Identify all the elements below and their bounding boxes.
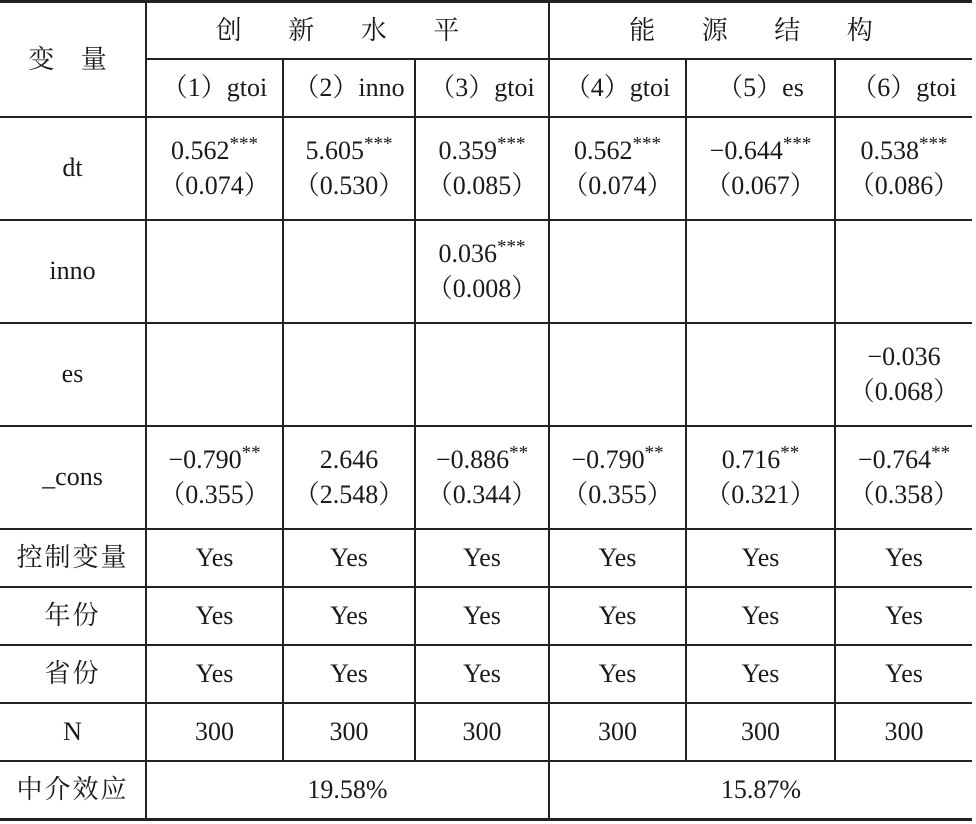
row-label: inno xyxy=(0,220,146,323)
header-row-groups xyxy=(0,2,972,59)
std-error: （0.074） xyxy=(562,171,673,200)
empty-cell xyxy=(549,323,686,426)
significance-stars: ** xyxy=(780,442,800,464)
coef-value: −0.886 xyxy=(435,444,510,474)
coef-cell xyxy=(415,117,549,220)
value-cell: Yes xyxy=(415,529,549,587)
significance-stars: ** xyxy=(644,442,664,464)
empty-cell xyxy=(146,220,283,323)
coef-value: 5.605 xyxy=(305,135,364,165)
row-label: es xyxy=(0,323,146,426)
model-header: （1）gtoi xyxy=(146,59,283,117)
value-cell: Yes xyxy=(549,587,686,645)
table-row-mediation xyxy=(0,761,972,820)
empty-cell xyxy=(146,323,283,426)
table-row-es xyxy=(0,323,972,426)
model-header: （3）gtoi xyxy=(415,59,549,117)
empty-cell xyxy=(283,323,415,426)
coef-value: −0.790 xyxy=(571,444,645,474)
empty-cell xyxy=(283,220,415,323)
coef-cell xyxy=(283,426,415,529)
group-header-energy-structure: 能 源 结 构 xyxy=(549,2,972,59)
std-error: （2.548） xyxy=(293,480,405,509)
value-cell: 300 xyxy=(686,703,835,761)
value-cell: Yes xyxy=(146,645,283,703)
std-error: （0.074） xyxy=(159,171,270,200)
coef-value: 2.646 xyxy=(319,444,379,474)
table-row-province xyxy=(0,645,972,703)
row-label: 省份 xyxy=(0,645,146,703)
value-cell: Yes xyxy=(686,587,835,645)
std-error: （0.085） xyxy=(426,171,538,200)
std-error: （0.067） xyxy=(705,171,816,200)
significance-stars: *** xyxy=(632,133,662,155)
group-header-innovation: 创 新 水 平 xyxy=(146,2,549,59)
std-error: （0.086） xyxy=(848,171,960,200)
table-row-n xyxy=(0,703,972,761)
table-row-year xyxy=(0,587,972,645)
row-label: N xyxy=(0,703,146,761)
std-error: （0.355） xyxy=(159,480,270,509)
value-cell: Yes xyxy=(686,529,835,587)
value-cell: 19.58% xyxy=(146,761,549,820)
row-label: 中介效应 xyxy=(0,761,146,820)
std-error: （0.008） xyxy=(426,274,538,303)
empty-cell xyxy=(415,323,549,426)
coef-cell xyxy=(686,426,835,529)
significance-stars: *** xyxy=(364,133,393,155)
coef-cell xyxy=(283,117,415,220)
model-header: （4）gtoi xyxy=(549,59,686,117)
coef-cell xyxy=(549,426,686,529)
coef-value: 0.716 xyxy=(721,444,781,474)
coef-value: −0.764 xyxy=(857,444,932,474)
value-cell: Yes xyxy=(835,529,972,587)
model-header: （5）es xyxy=(686,59,835,117)
model-header: （2）inno xyxy=(283,59,415,117)
value-cell: 300 xyxy=(283,703,415,761)
value-cell: 300 xyxy=(549,703,686,761)
significance-stars: ** xyxy=(509,442,529,464)
empty-cell xyxy=(686,220,835,323)
coef-cell xyxy=(835,426,972,529)
coef-value: 0.036 xyxy=(438,238,497,268)
significance-stars: *** xyxy=(919,133,948,155)
variable-header: 变 量 xyxy=(0,2,146,117)
coef-cell xyxy=(835,323,972,426)
value-cell: 300 xyxy=(835,703,972,761)
value-cell: Yes xyxy=(686,645,835,703)
row-label: dt xyxy=(0,117,146,220)
significance-stars: ** xyxy=(241,442,261,464)
coef-cell xyxy=(415,220,549,323)
coef-value: 0.562 xyxy=(171,135,230,165)
value-cell: Yes xyxy=(415,587,549,645)
coef-value: −0.036 xyxy=(867,341,941,371)
std-error: （0.068） xyxy=(848,377,960,406)
coef-value: −0.790 xyxy=(168,444,242,474)
coef-value: 0.538 xyxy=(860,135,920,165)
significance-stars: ** xyxy=(931,442,951,464)
significance-stars: *** xyxy=(497,133,526,155)
value-cell: Yes xyxy=(146,529,283,587)
coef-cell xyxy=(415,426,549,529)
value-cell: Yes xyxy=(283,587,415,645)
significance-stars: *** xyxy=(497,236,526,258)
std-error: （0.321） xyxy=(705,480,816,509)
header-row-models xyxy=(0,59,972,117)
value-cell: Yes xyxy=(835,645,972,703)
row-label: _cons xyxy=(0,426,146,529)
value-cell: Yes xyxy=(283,529,415,587)
significance-stars: *** xyxy=(782,133,812,155)
coef-value: 0.359 xyxy=(438,135,497,165)
value-cell: 300 xyxy=(146,703,283,761)
std-error: （0.355） xyxy=(562,480,673,509)
model-header: （6）gtoi xyxy=(835,59,972,117)
std-error: （0.358） xyxy=(848,480,960,509)
value-cell: 300 xyxy=(415,703,549,761)
coef-value: 0.562 xyxy=(574,135,633,165)
value-cell: Yes xyxy=(283,645,415,703)
empty-cell xyxy=(686,323,835,426)
table-row-dt xyxy=(0,117,972,220)
table-row-cons xyxy=(0,426,972,529)
value-cell: Yes xyxy=(415,645,549,703)
value-cell: Yes xyxy=(549,529,686,587)
empty-cell xyxy=(549,220,686,323)
coef-value: −0.644 xyxy=(709,135,783,165)
coef-cell xyxy=(549,117,686,220)
std-error: （0.530） xyxy=(293,171,405,200)
std-error: （0.344） xyxy=(426,480,538,509)
empty-cell xyxy=(835,220,972,323)
coef-cell xyxy=(686,117,835,220)
coef-cell xyxy=(835,117,972,220)
table-row-inno xyxy=(0,220,972,323)
value-cell: Yes xyxy=(549,645,686,703)
row-label: 控制变量 xyxy=(0,529,146,587)
coef-cell xyxy=(146,117,283,220)
significance-stars: *** xyxy=(229,133,258,155)
coef-cell xyxy=(146,426,283,529)
value-cell: Yes xyxy=(835,587,972,645)
value-cell: Yes xyxy=(146,587,283,645)
table-row-controls xyxy=(0,529,972,587)
value-cell: 15.87% xyxy=(549,761,972,820)
row-label: 年份 xyxy=(0,587,146,645)
